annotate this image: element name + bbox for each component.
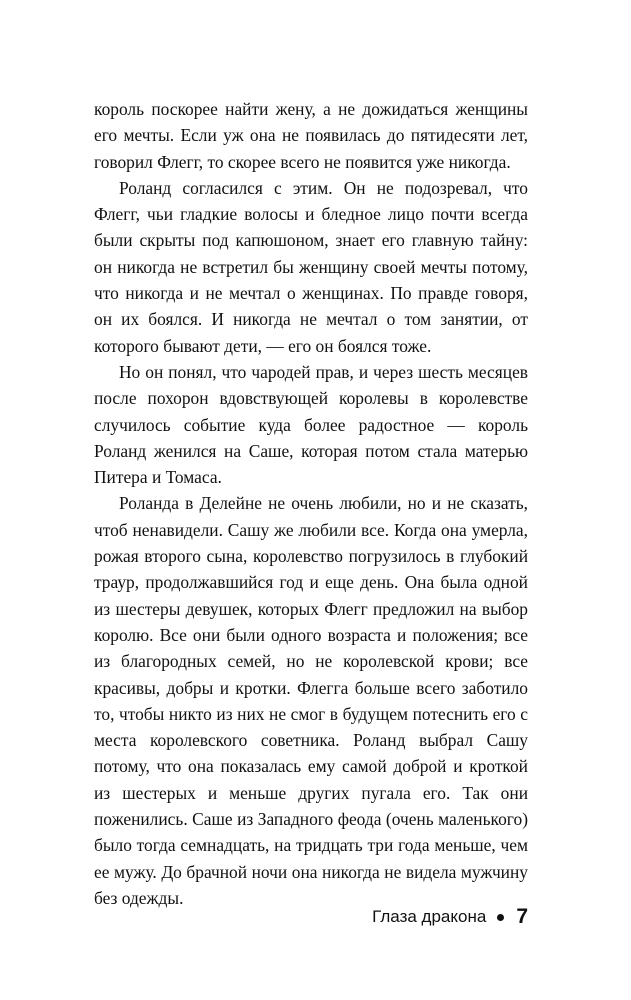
paragraph: Но он понял, что чародей прав, и через шесть месяцев после похорон вдовствующей королевы в королевстве случилось событие куда более радостное — король Роланд женился на Саше, которая потом стала матерью Питера и Томаса. (94, 361, 528, 488)
page-footer (300, 902, 528, 932)
page-number: 7 (516, 905, 528, 928)
bullet-separator-icon (497, 914, 504, 921)
running-title: Глаза дракона (372, 907, 487, 926)
body-text (94, 96, 528, 911)
paragraph: Роланд согласился с этим. Он не подозревал, что Флегг, чьи гладкие волосы и бледное лицо почти всегда были скрыты под капюшоном, знает его главную тайну: он никогда не встретил бы женщину своей мечты потому, что никогда и не мечтал о женщинах. По правде говоря, он их боялся. И никогда не мечтал о том занятии, от которого бывают дети, — его он боялся тоже. (94, 177, 528, 356)
paragraph: Роланда в Делейне не очень любили, но и не сказать, чтоб ненавидели. Сашу же любили все. Когда она умерла, рожая второго сына, королевство погрузилось в глубокий траур, продолжавшийся год и еще день. Она была одной из шестеры девушек, которых Флегг предложил на выбор королю. Все они были одного возраста и положения; все из благородных семей, но не королевской крови; все красивы, добры и кротки. Флегга больше всего заботило то, чтобы никто из них не смог в будущем потеснить его с места королевского советника. Роланд выбрал Сашу потому, что она показалась ему самой доброй и кроткой из шестерых и меньше других пугала его. Так они поженились. Саше из Западного феода (очень маленького) было тогда семнадцать, на тридцать три года меньше, чем ее мужу. До брачной ночи она никогда не видела мужчину без одежды. (94, 493, 528, 908)
paragraph-continuation: король поскорее найти жену, а не дожидаться женщины его мечты. Если уж она не появилась до пятидесяти лет, говорил Флегг, то скорее всего не появится уже никогда. (94, 99, 528, 172)
